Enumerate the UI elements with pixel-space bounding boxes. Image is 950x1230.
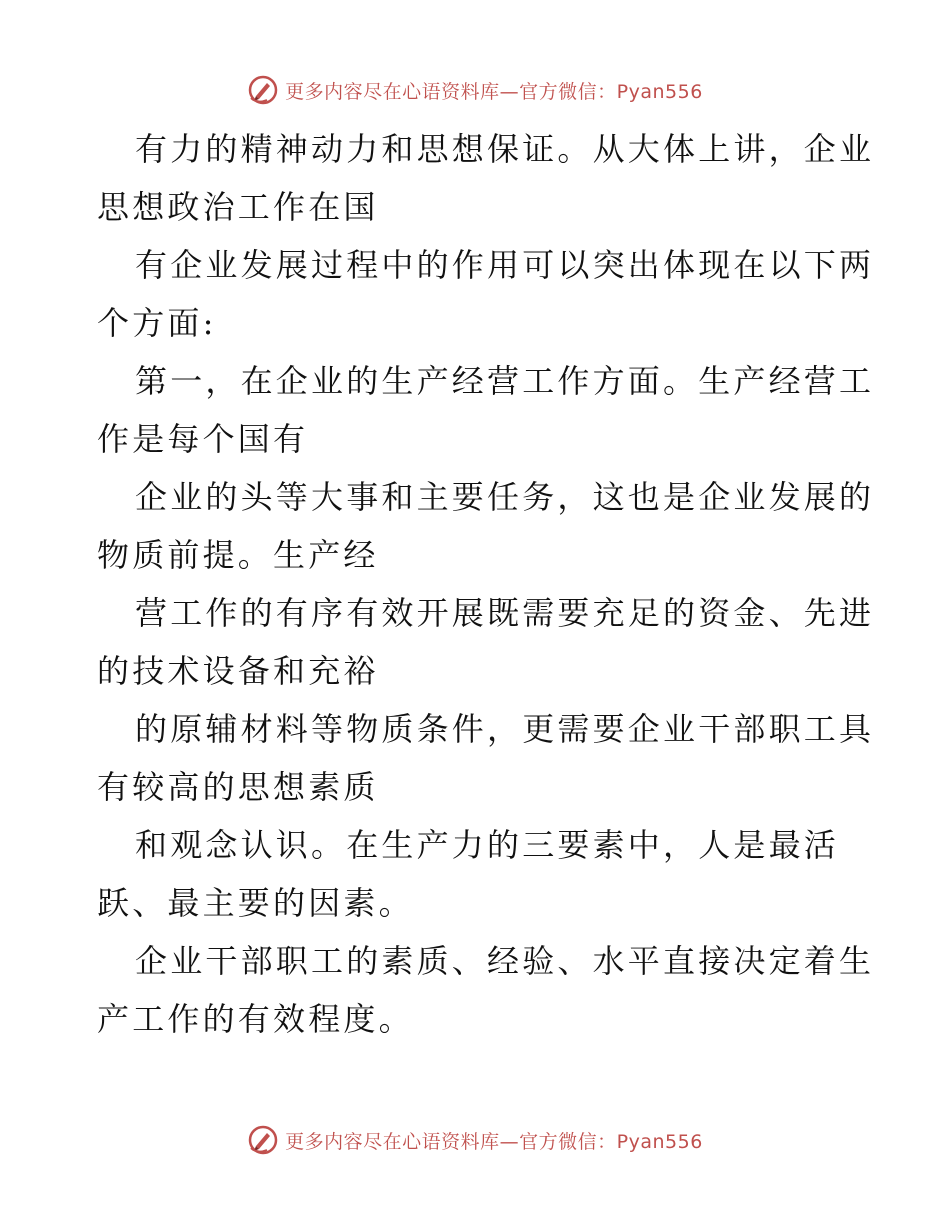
paragraph-line: 跃、最主要的因素。 [97,884,414,922]
paragraph-line: 有力的精神动力和思想保证。从大体上讲，企业 [135,130,875,168]
footer-banner-text: 更多内容尽在心语资料库—官方微信：Pyan556 [285,1130,703,1153]
paragraph [97,584,875,700]
paragraph-line: 个方面: [97,304,217,342]
paragraph [97,236,875,352]
footer-banner [0,1120,950,1160]
paragraph [97,120,875,236]
header-banner-text: 更多内容尽在心语资料库—官方微信：Pyan556 [285,80,703,103]
paragraph [97,932,875,1048]
paragraph-line: 的技术设备和充裕 [97,652,379,690]
paragraph-line: 和观念认识。在生产力的三要素中，人是最活 [135,826,840,864]
paragraph [97,700,875,816]
paragraph [97,468,875,584]
brand-logo-icon [247,74,279,106]
paragraph-line: 作是每个国有 [97,420,309,458]
brand-logo-icon [247,1124,279,1156]
header-banner [0,70,950,110]
paragraph-line: 产工作的有效程度。 [97,1000,414,1038]
document-body [97,120,875,1048]
paragraph-line: 第一，在企业的生产经营工作方面。生产经营工 [135,362,875,400]
paragraph-line: 物质前提。生产经 [97,536,379,574]
paragraph [97,816,857,932]
paragraph-line: 企业的头等大事和主要任务，这也是企业发展的 [135,478,875,516]
paragraph-line: 的原辅材料等物质条件，更需要企业干部职工具 [135,710,875,748]
paragraph-line: 有较高的思想素质 [97,768,379,806]
paragraph-line: 营工作的有序有效开展既需要充足的资金、先进 [135,594,875,632]
paragraph-line: 思想政治工作在国 [97,188,379,226]
paragraph-line: 有企业发展过程中的作用可以突出体现在以下两 [135,246,875,284]
paragraph [97,352,875,468]
paragraph-line: 企业干部职工的素质、经验、水平直接决定着生 [135,942,875,980]
